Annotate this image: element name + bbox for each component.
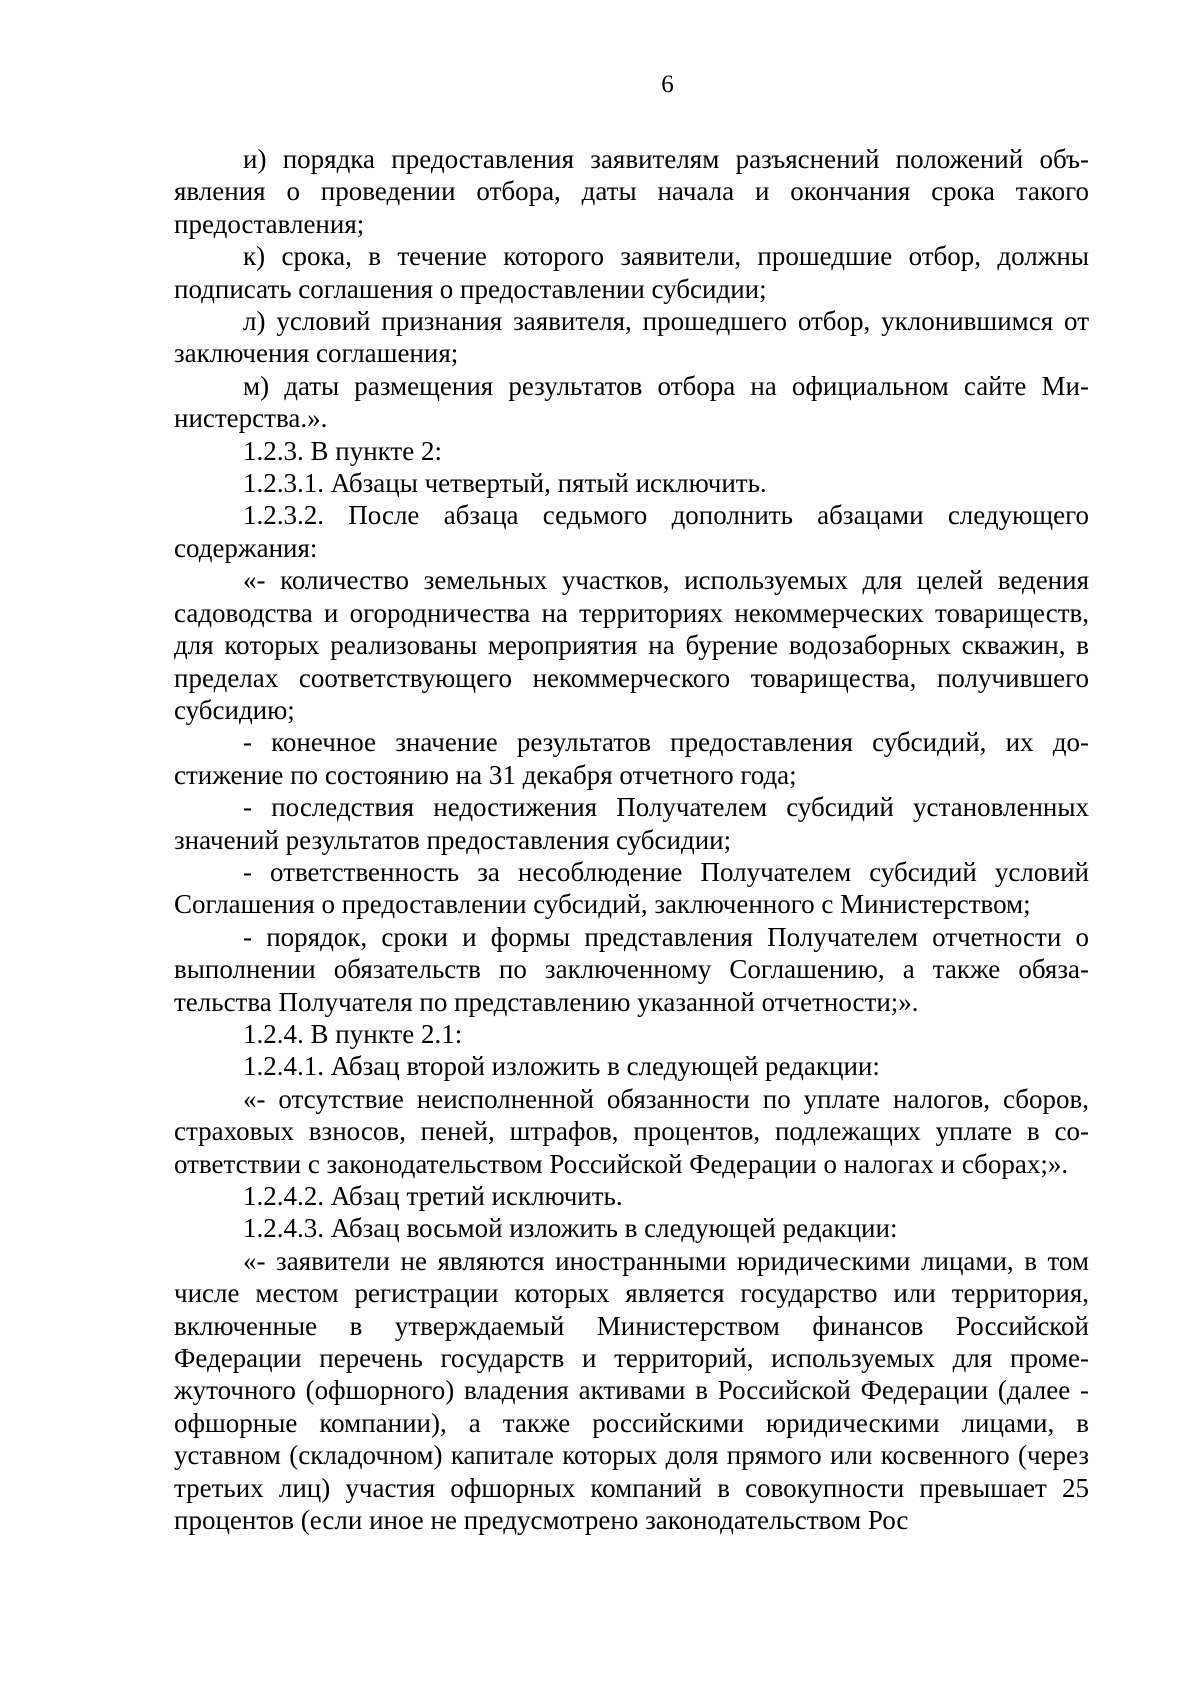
paragraph-quote-land-plots: «- количество земельных участков, используемых для целей ведения садоводства и огородничества на территориях некоммерческих товариществ, для которых реализованы мероприятия на бурение водозаборных скважин, в пределах соответствующего некоммерческого товарищества, получившего субсидию; [174,565,1089,725]
paragraph-item-l: л) условий признания заявителя, прошедшего отбор, уклонившимся от заключения соглашения; [174,306,1089,369]
paragraph-1-2-4-2: 1.2.4.2. Абзац третий исключить. [243,1181,623,1211]
paragraph-quote-offshore: «- заявители не являются иностранными юридическими лицами, в том числе местом регистрации которых является государство или территория, включенные в утверждаемый Министерством финансов Российской Федерации перечень государств и территорий, используемых для промежуточного (офшорного) владения активами в Российской Федерации (далее - офшорные компании), а также российскими юридическими лицами, в уставном (складочном) капитале которых доля прямого или косвенного (через третьих лиц) участия офшорных компаний в совокупности превышает 25 процентов (если иное не предусмотрено законодательством Рос [174,1245,1089,1536]
page-number: 6 [661,71,674,98]
document-body [174,143,1089,1536]
paragraph-quote-taxes: «- отсутствие неисполненной обязанности по уплате налогов, сборов, страховых взносов, пеней, штрафов, процентов, подлежащих уплате в соответствии с законодательством Российской Федерации о налогах и сборах;». [174,1083,1089,1179]
paragraph-1-2-4-3: 1.2.4.3. Абзац восьмой изложить в следующей редакции: [243,1213,898,1244]
paragraph-1-2-3: 1.2.3. В пункте 2: [243,435,442,466]
paragraph-1-2-3-1: 1.2.3.1. Абзацы четвертый, пятый исключить. [243,468,767,499]
paragraph-reporting: - порядок, сроки и формы представления Получателем отчетности о выполнении обязательств по заключенному Соглашению, а также обязательства Получателя по представлению указанной отчетности;». [174,921,1089,1017]
paragraph-item-k: к) срока, в течение которого заявители, прошедшие отбор, должны подписать соглашения о предоставлении субсидии; [174,241,1089,304]
paragraph-1-2-4: 1.2.4. В пункте 2.1: [243,1018,463,1049]
paragraph-responsibility: - ответственность за несоблюдение Получателем субсидий условий Соглашения о предоставлении субсидий, заключенного с Министерством; [174,856,1089,920]
paragraph-item-i: и) порядка предоставления заявителям разъяснений положений объявления о проведении отбора, даты начала и окончания срока такого предоставления; [174,144,1089,239]
paragraph-item-m: м) даты размещения результатов отбора на официальном сайте Министерства.». [174,370,1089,434]
paragraph-1-2-4-1: 1.2.4.1. Абзац второй изложить в следующей редакции: [243,1051,880,1082]
paragraph-consequences: - последствия недостижения Получателем субсидий установленных значений результатов предоставления субсидии; [174,792,1089,855]
paragraph-1-2-3-2: 1.2.3.2. После абзаца седьмого дополнить абзацами следующего содержания: [174,500,1089,563]
paragraph-final-value: - конечное значение результатов предоставления субсидий, их достижение по состоянию на 31 декабря отчетного года; [174,727,1089,790]
